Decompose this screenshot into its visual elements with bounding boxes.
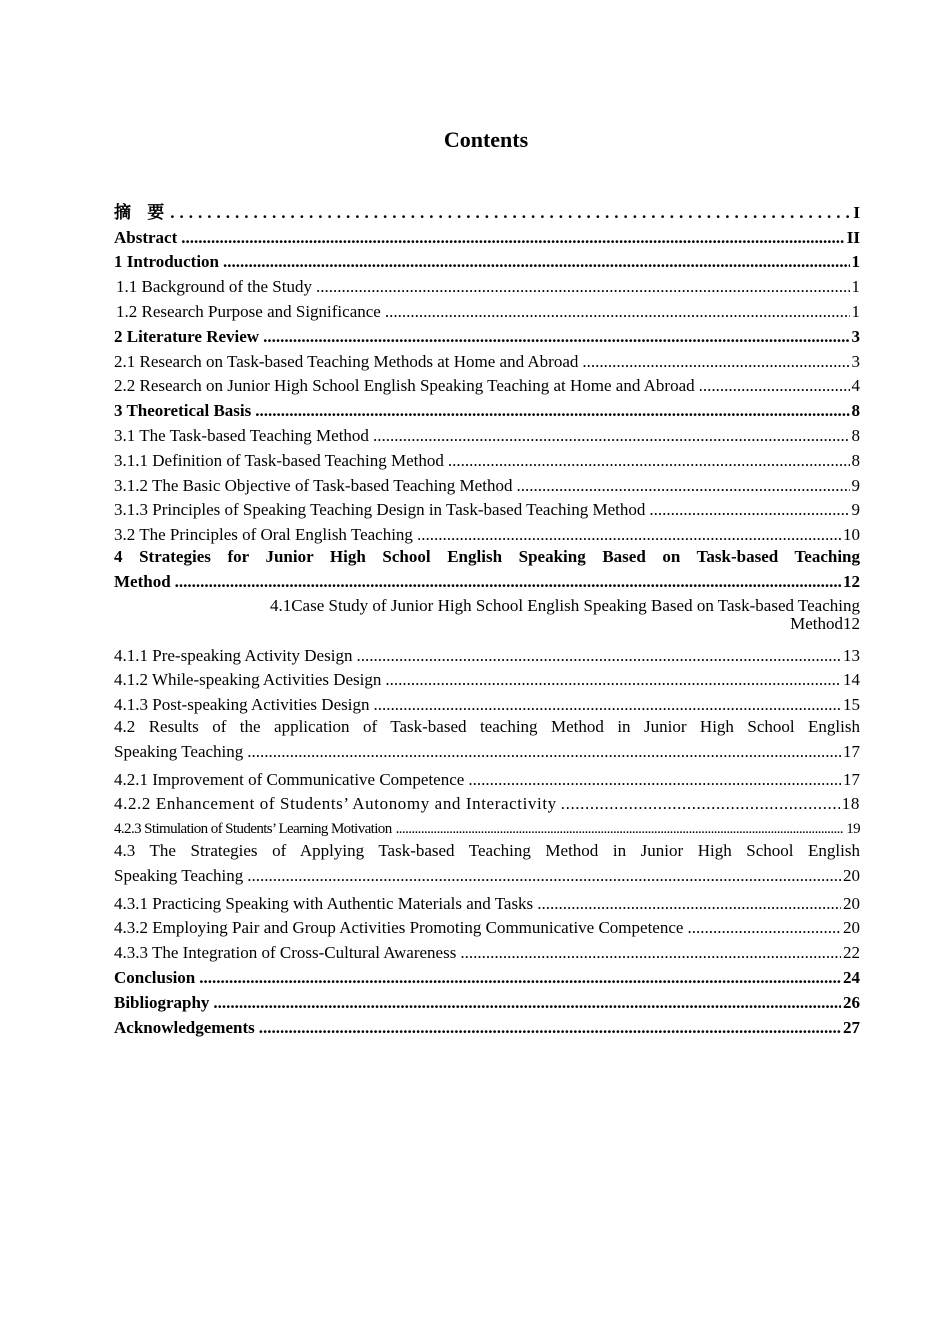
toc-entry-literature-review[interactable]: [114, 322, 860, 347]
toc-entry-label: Abstract: [114, 227, 178, 247]
dot-leader: [316, 277, 850, 297]
dot-leader: [223, 252, 849, 272]
dot-leader: [247, 740, 841, 765]
toc-entry-page: 20: [843, 893, 860, 913]
toc-entry-page: 13: [843, 645, 860, 665]
toc-entry-label-line1: 4.2 Results of the application of Task-based teaching Method in Junior High School English: [114, 717, 860, 737]
toc-entry-label: 4.1.3 Post-speaking Activities Design: [114, 695, 370, 715]
toc-entry-page: 3: [851, 351, 860, 371]
toc-entry-label: Bibliography: [114, 992, 210, 1012]
toc-entry-page: 10: [843, 525, 860, 545]
toc-entry-page: 1: [851, 277, 860, 297]
dot-leader: [356, 646, 841, 666]
toc-entry-page: 22: [843, 943, 860, 963]
toc-entry-label-line1: 4.3 The Strategies of Applying Task-based Teaching Method in Junior High School English: [114, 841, 860, 861]
toc-entry-label: 3.1.3 Principles of Speaking Teaching Design in Task-based Teaching Method: [114, 500, 646, 520]
toc-entry-label: 4.1.1 Pre-speaking Activity Design: [114, 645, 353, 665]
toc-entry-page: 14: [843, 670, 860, 690]
toc-entry-label: 3.1.2 The Basic Objective of Task-based Teaching Method: [114, 475, 513, 495]
toc-entry-label: 4.3.2 Employing Pair and Group Activities Promoting Communicative Competence: [114, 918, 684, 938]
toc-entry-label: 3.2 The Principles of Oral English Teaching: [114, 525, 413, 545]
toc-entry-page: 27: [843, 1017, 860, 1037]
toc-entry-label: 4.2.3 Stimulation of Students’ Learning Motivation: [114, 821, 392, 838]
toc-entry-label: 3.1 The Task-based Teaching Method: [114, 425, 369, 445]
toc-entry-page: 12: [843, 571, 860, 591]
toc-entry-page: 8: [851, 450, 860, 470]
toc-entry-page: 9: [851, 500, 860, 520]
dot-leader: [468, 770, 841, 790]
toc-entry-4-3[interactable]: [114, 839, 860, 889]
toc-entry-label: 3.1.1 Definition of Task-based Teaching Method: [114, 450, 444, 470]
toc-entry-page: 17: [843, 769, 860, 789]
toc-entry-page: 20: [843, 918, 860, 938]
toc-entry-page: 9: [851, 475, 860, 495]
toc-entry-abstract[interactable]: [114, 223, 860, 248]
dot-leader: [649, 500, 849, 520]
dot-leader: [170, 203, 851, 223]
toc-entry-label-line1: 4.1Case Study of Junior High School English Speaking Based on Task-based Teaching: [269, 595, 860, 615]
toc-entry-page: 8: [851, 401, 860, 421]
toc-entry-page: 18: [841, 794, 860, 814]
toc-entry-page: II: [846, 227, 860, 247]
toc-entry-label-line2: Method: [114, 571, 171, 591]
toc-entry-page: I: [853, 202, 860, 222]
dot-leader: [516, 476, 849, 496]
toc-entry-abstract-cn[interactable]: [114, 198, 860, 223]
toc-entry-label: 4.2.1 Improvement of Communicative Competence: [114, 769, 465, 789]
toc-entry-label: 摘 要: [114, 202, 171, 222]
dot-leader: [699, 376, 850, 396]
toc-entry-3-2[interactable]: [114, 520, 860, 545]
toc-entry-4-1-2[interactable]: [114, 666, 860, 691]
toc-entry-3-1[interactable]: [114, 421, 860, 446]
dot-leader: [537, 894, 841, 914]
toc-entry-label: 2.2 Research on Junior High School English Speaking Teaching at Home and Abroad: [114, 376, 695, 396]
toc-entry-4-2-2[interactable]: [114, 790, 860, 815]
toc-entry-1-2[interactable]: [114, 297, 860, 322]
toc-entry-label-line2: Speaking Teaching: [114, 865, 244, 885]
toc-entry-2-2[interactable]: [114, 372, 860, 397]
toc-entry-2-1[interactable]: [114, 347, 860, 372]
dot-leader: [255, 401, 849, 421]
dot-leader: [199, 968, 841, 988]
dot-leader: [247, 864, 841, 889]
toc-entry-page: 15: [843, 695, 860, 715]
dot-leader: [396, 819, 845, 839]
toc-entry-4-2-3[interactable]: [114, 814, 860, 839]
toc-entry-page: 4: [851, 376, 860, 396]
toc-entry-page: 24: [843, 967, 860, 987]
toc-entry-page: 3: [851, 326, 860, 346]
toc-entry-1-1[interactable]: [114, 272, 860, 297]
toc-entry-4-1[interactable]: [114, 595, 860, 641]
toc-entry-label-line2: Method12: [790, 613, 860, 633]
table-of-contents: [114, 198, 860, 1038]
dot-leader: [373, 426, 850, 446]
dot-leader: [181, 228, 845, 248]
toc-entry-label: 4.1.2 While-speaking Activities Design: [114, 670, 382, 690]
toc-entry-label: 3 Theoretical Basis: [114, 401, 252, 421]
toc-entry-bibliography[interactable]: [114, 988, 860, 1013]
toc-entry-label: 1.2 Research Purpose and Significance: [116, 301, 381, 321]
toc-entry-page: 17: [843, 741, 860, 761]
page-title: Contents: [443, 127, 529, 152]
toc-entry-label: Conclusion: [114, 967, 196, 987]
toc-entry-label: Acknowledgements: [114, 1017, 255, 1037]
toc-entry-page: 1: [851, 252, 860, 272]
toc-entry-strategies[interactable]: [114, 545, 860, 595]
toc-entry-label: 1.1 Background of the Study: [116, 277, 312, 297]
toc-entry-3-1-3[interactable]: [114, 496, 860, 521]
toc-entry-label: 1 Introduction: [114, 252, 220, 272]
toc-entry-page: 26: [843, 992, 860, 1012]
toc-entry-4-1-1[interactable]: [114, 641, 860, 666]
dot-leader: [582, 352, 849, 372]
dot-leader: [213, 993, 841, 1013]
toc-entry-4-1-3[interactable]: [114, 690, 860, 715]
toc-entry-4-3-1[interactable]: [114, 889, 860, 914]
dot-leader: [175, 570, 841, 595]
toc-entry-introduction[interactable]: [114, 248, 860, 273]
toc-entry-label: 4.2.2 Enhancement of Students’ Autonomy and Interactivity: [114, 794, 557, 814]
toc-entry-page: 8: [851, 425, 860, 445]
dot-leader: [385, 302, 850, 322]
dot-leader: [448, 451, 850, 471]
toc-entry-label-line1: 4 Strategies for Junior High School English Speaking Based on Task-based Teaching: [114, 547, 860, 567]
toc-entry-3-1-1[interactable]: [114, 446, 860, 471]
toc-entry-4-3-2[interactable]: [114, 914, 860, 939]
dot-leader: [460, 943, 841, 963]
dot-leader: [373, 695, 841, 715]
toc-entry-page: 1: [851, 301, 860, 321]
toc-entry-4-2[interactable]: [114, 715, 860, 765]
toc-entry-acknowledgements[interactable]: [114, 1013, 860, 1038]
toc-entry-4-2-1[interactable]: [114, 765, 860, 790]
toc-entry-conclusion[interactable]: [114, 963, 860, 988]
toc-entry-4-3-3[interactable]: [114, 938, 860, 963]
toc-entry-label: 4.3.3 The Integration of Cross-Cultural Awareness: [114, 943, 457, 963]
dot-leader: [561, 794, 840, 814]
dot-leader: [259, 1018, 841, 1038]
toc-entry-label-line2: Speaking Teaching: [114, 741, 244, 761]
toc-entry-page: 20: [843, 865, 860, 885]
toc-entry-label: 4.3.1 Practicing Speaking with Authentic Materials and Tasks: [114, 893, 534, 913]
toc-entry-3-1-2[interactable]: [114, 471, 860, 496]
toc-entry-label: 2 Literature Review: [114, 326, 260, 346]
dot-leader: [263, 327, 849, 347]
toc-entry-label: 2.1 Research on Task-based Teaching Methods at Home and Abroad: [114, 351, 579, 371]
toc-entry-page: 19: [846, 821, 860, 838]
dot-leader: [687, 918, 841, 938]
toc-entry-theoretical-basis[interactable]: [114, 396, 860, 421]
dot-leader: [417, 525, 841, 545]
dot-leader: [385, 670, 841, 690]
